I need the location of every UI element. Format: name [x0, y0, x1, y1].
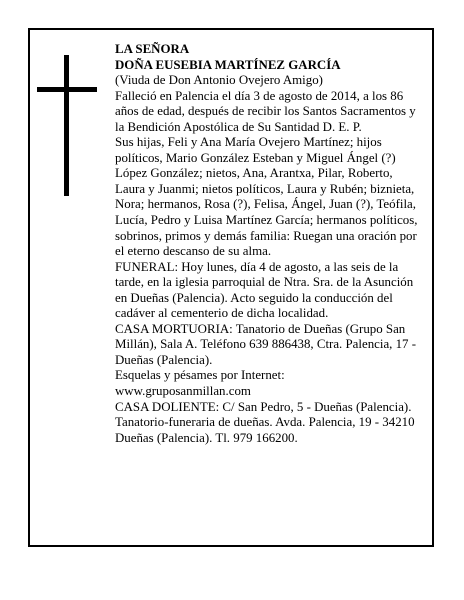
widow-line: (Viuda de Don Antonio Ovejero Amigo): [115, 73, 323, 88]
cross-horizontal-bar: [37, 87, 97, 92]
deceased-name: DOÑA EUSEBIA MARTÍNEZ GARCÍA: [115, 57, 341, 72]
online-notice: Esquelas y pésames por Internet: www.gruposanmillan.com: [115, 368, 285, 399]
cross-vertical-bar: [64, 55, 69, 196]
family-notice: Sus hijas, Feli y Ana María Ovejero Martínez; hijos políticos, Mario González Esteban y Miguel Ángel (?) López González; nietos, Ana, Arantxa, Pilar, Roberto, Laura y Juanmi; nietos políticos, Laura y Rubén; biznieta, Nora; hermanos, Rosa (?), Felisa, Ángel, Juan (?), Teófila, Lucía, Pedro y Luisa Martínez García; hermanos políticos, sobrinos, primos y demás familia: Ruegan una oración por el eterno descanso de su alma.: [115, 135, 418, 259]
death-notice: Falleció en Palencia el día 3 de agosto de 2014, a los 86 años de edad, después de recibir los Santos Sacramentos y la Bendición Apostólica de Su Santidad D. E. P.: [115, 88, 416, 134]
mourning-house-notice: CASA DOLIENTE: C/ San Pedro, 5 - Dueñas (Palencia).: [115, 399, 412, 414]
funeral-home-notice: Tanatorio-funeraria de dueñas. Avda. Palencia, 19 - 34210 Dueñas (Palencia). Tl. 979 166200.: [115, 415, 415, 445]
obituary-heading: LA SEÑORA: [115, 42, 190, 56]
mortuary-notice: CASA MORTUORIA: Tanatorio de Dueñas (Grupo San Millán), Sala A. Teléfono 639 886438, Ctra. Palencia, 17 - Dueñas (Palencia).: [115, 321, 417, 367]
funeral-notice: FUNERAL: Hoy lunes, día 4 de agosto, a las seis de la tarde, en la iglesia parroquial de Ntra. Sra. de la Asunción en Dueñas (Palencia). Acto seguido la conducción del cadáver al cementerio de dicha localidad.: [115, 259, 414, 321]
obituary-text: [115, 42, 423, 446]
